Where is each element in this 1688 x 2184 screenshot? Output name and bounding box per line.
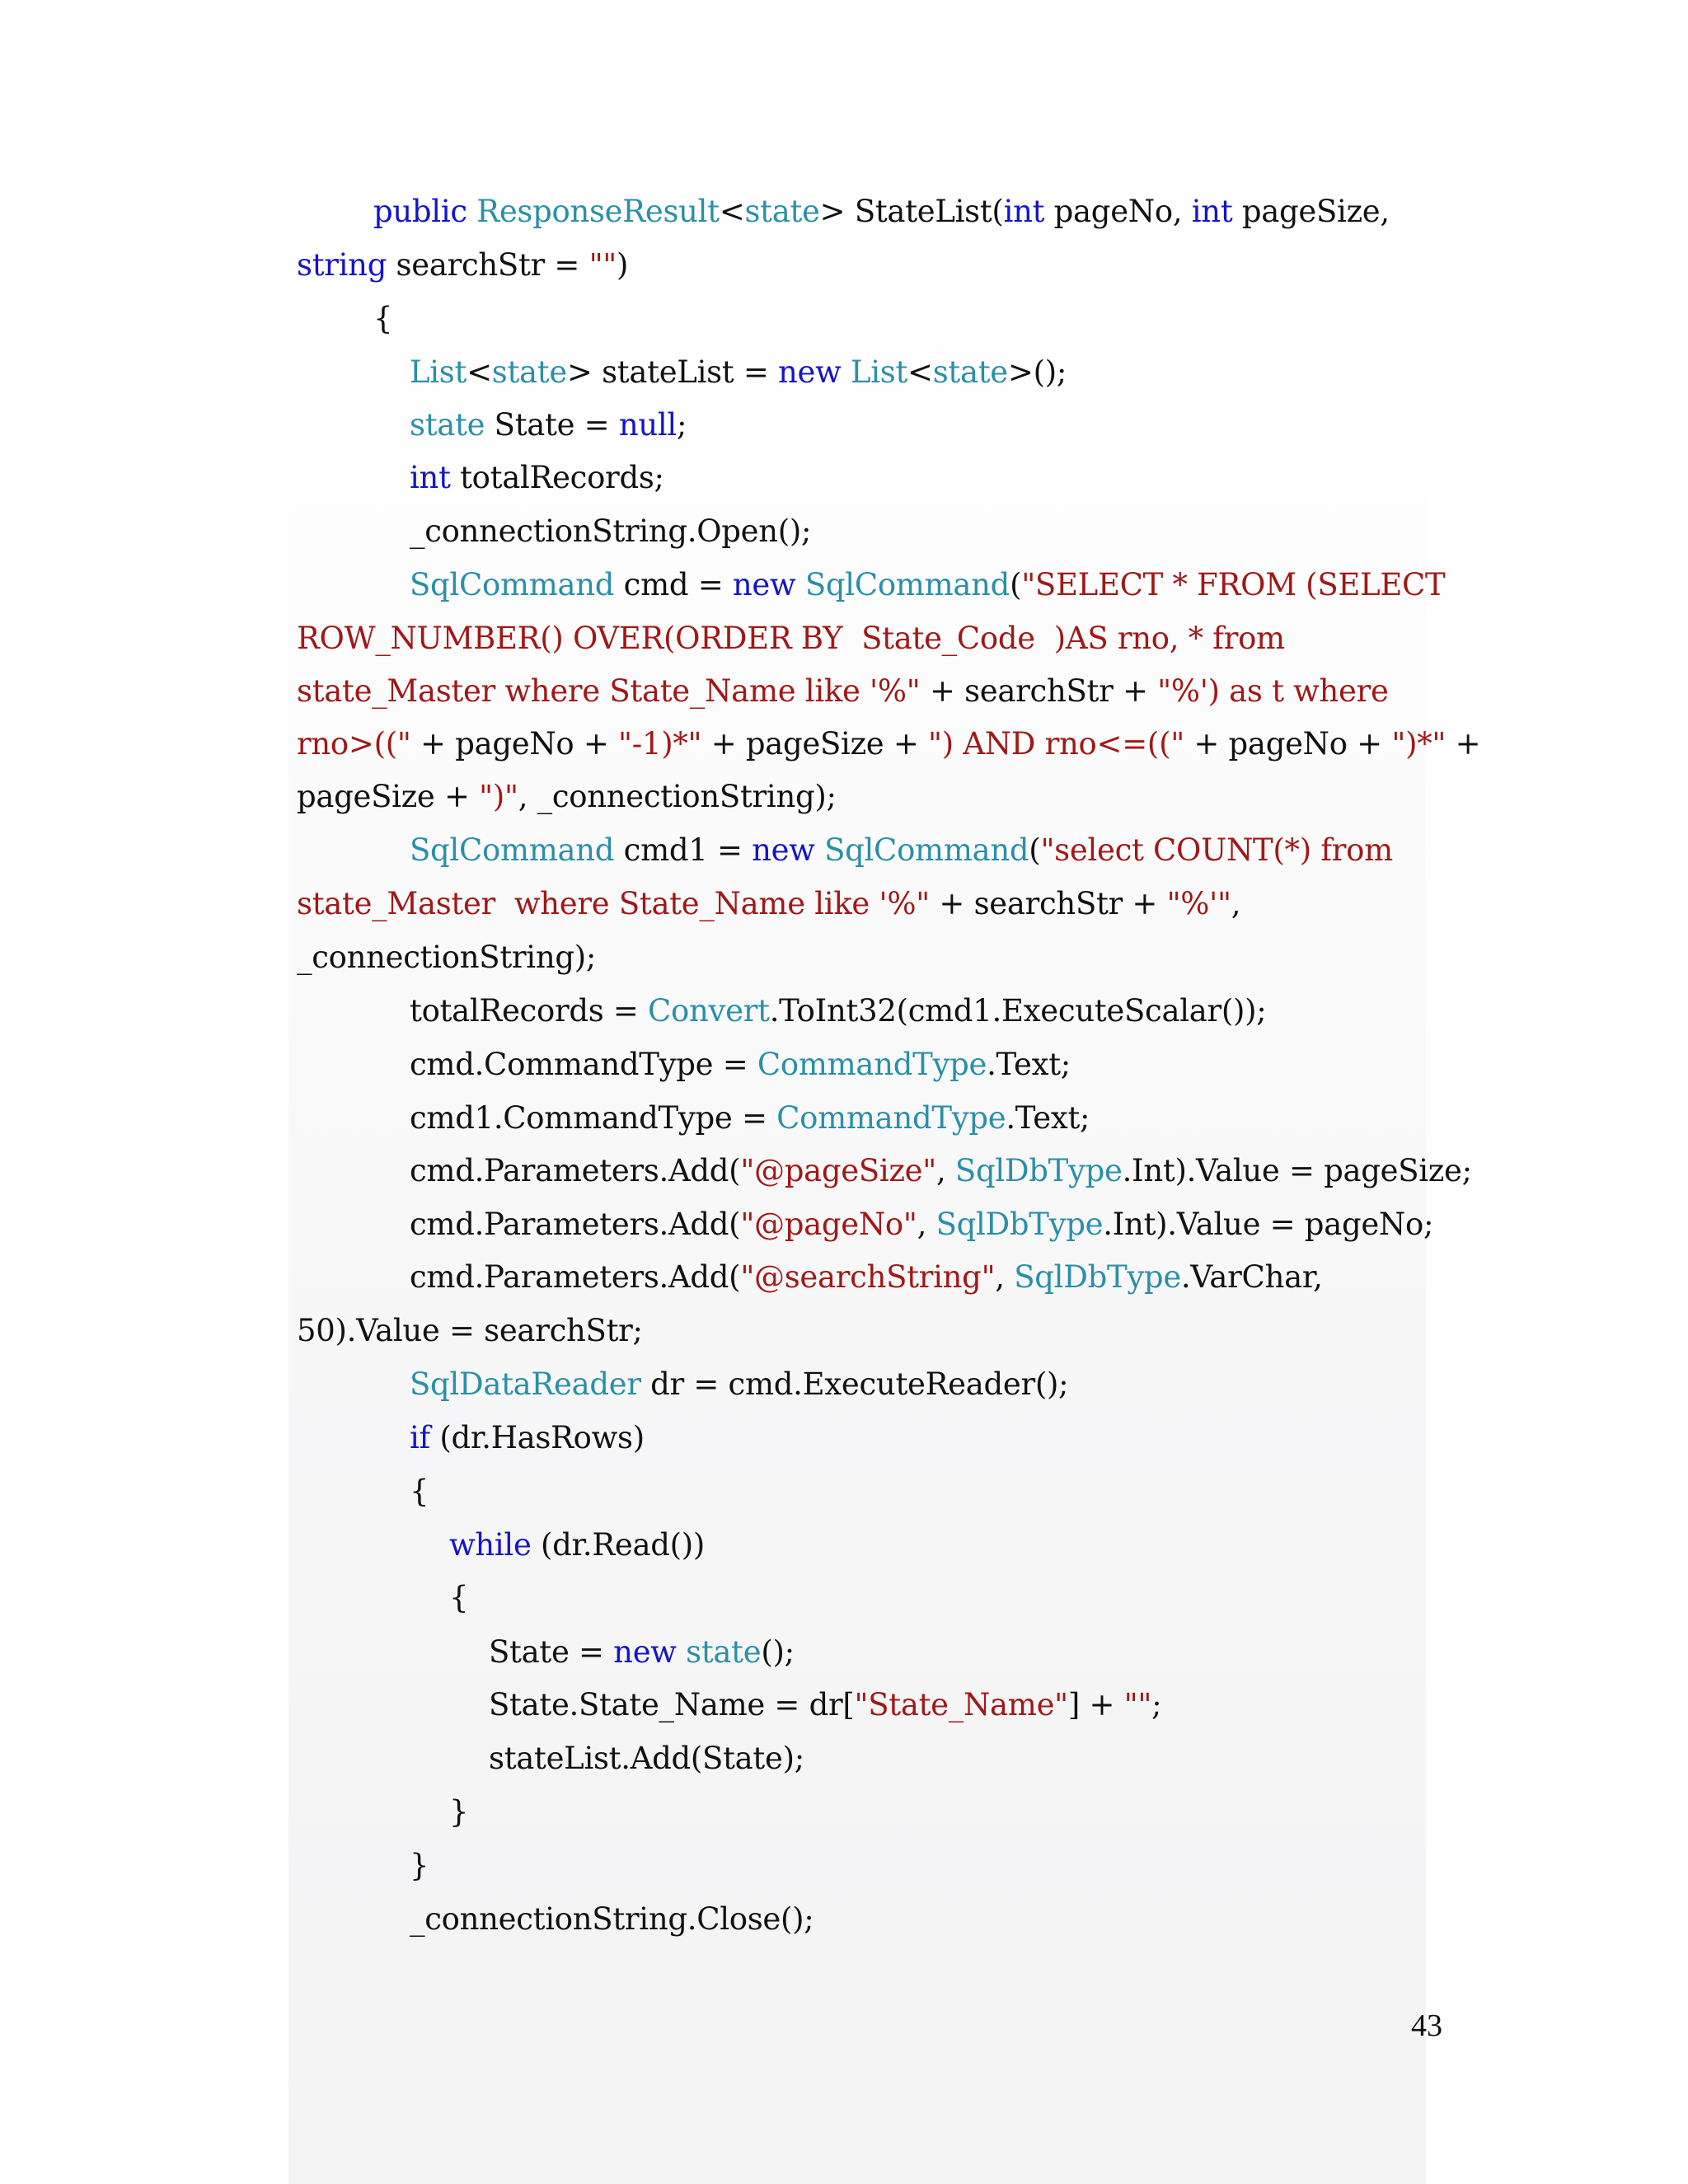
code-token: SqlCommand xyxy=(804,567,1010,602)
code-token: pageNo, xyxy=(1044,194,1192,229)
code-line xyxy=(410,1846,429,1886)
code-token: ) xyxy=(617,247,629,283)
code-token: < xyxy=(467,354,492,390)
code-token: , xyxy=(995,1259,1015,1295)
code-token: > StateList( xyxy=(819,194,1004,229)
code-token xyxy=(467,194,476,229)
code-token: , xyxy=(935,1153,955,1188)
code-token: ( xyxy=(1029,832,1041,868)
code-token: .Text; xyxy=(987,1047,1071,1082)
code-token: state_Master where State_Name like '%" xyxy=(297,886,930,921)
code-token: CommandType xyxy=(757,1047,987,1082)
code-token: "@pageSize" xyxy=(740,1153,936,1188)
code-line xyxy=(410,512,811,551)
code-token: if xyxy=(410,1420,430,1455)
code-token: int xyxy=(410,460,451,495)
code-token: "" xyxy=(1123,1687,1152,1722)
code-token: State = xyxy=(485,407,619,443)
code-line xyxy=(297,938,596,977)
code-line xyxy=(297,1311,643,1351)
code-token: totalRecords; xyxy=(450,460,664,495)
code-token: state xyxy=(744,194,820,229)
code-token: ] + xyxy=(1067,1687,1124,1722)
code-token: "State_Name" xyxy=(854,1687,1068,1722)
code-token: new xyxy=(613,1634,677,1670)
code-token: state xyxy=(410,407,485,443)
code-token: dr = cmd.ExecuteReader(); xyxy=(640,1366,1069,1402)
code-line xyxy=(297,724,1480,764)
code-token: searchStr = xyxy=(387,247,589,283)
code-token: SqlDataReader xyxy=(410,1366,641,1402)
code-token: } xyxy=(410,1848,429,1883)
code-token: state xyxy=(932,354,1008,390)
code-token: + searchStr + xyxy=(929,886,1167,921)
code-token: "@pageNo" xyxy=(740,1207,917,1242)
code-token: cmd.Parameters.Add( xyxy=(410,1259,741,1295)
code-line xyxy=(489,1685,1161,1725)
code-token: cmd.Parameters.Add( xyxy=(410,1207,741,1242)
code-token xyxy=(815,832,824,868)
code-token: } xyxy=(449,1794,469,1830)
code-token: cmd = xyxy=(614,567,733,602)
code-token: (); xyxy=(761,1634,795,1670)
code-token: SqlDbType xyxy=(1014,1259,1181,1295)
code-token: "" xyxy=(588,247,617,283)
code-token: ; xyxy=(676,407,687,443)
code-token: + pageSize + xyxy=(701,726,928,762)
code-token: "%'" xyxy=(1166,886,1231,921)
code-token: < xyxy=(719,194,745,229)
code-line xyxy=(410,831,1393,870)
code-token: _connectionString.Open(); xyxy=(410,513,812,549)
code-line xyxy=(449,1793,468,1832)
code-token: string xyxy=(297,247,387,283)
code-token: _connectionString); xyxy=(297,940,597,975)
code-token: SqlCommand xyxy=(410,832,615,868)
code-token: new xyxy=(732,567,796,602)
code-token: .ToInt32(cmd1.ExecuteScalar()); xyxy=(769,993,1267,1029)
code-token: SqlDbType xyxy=(935,1207,1104,1242)
code-token: .VarChar, xyxy=(1180,1259,1323,1295)
code-token: ( xyxy=(1010,567,1022,602)
code-token: , xyxy=(917,1207,936,1242)
code-token: SqlCommand xyxy=(410,567,615,602)
code-token: "select COUNT(*) from xyxy=(1040,832,1393,868)
code-line xyxy=(297,619,1285,658)
code-token: state xyxy=(491,354,567,390)
code-token: rno>((" xyxy=(297,726,411,762)
code-token: { xyxy=(410,1474,429,1509)
code-token: state xyxy=(686,1634,762,1670)
code-line xyxy=(410,1900,814,1939)
code-token: "%') as t where xyxy=(1157,673,1389,709)
code-token: { xyxy=(449,1580,469,1615)
code-line xyxy=(410,565,1445,605)
code-token: ; xyxy=(1151,1687,1162,1722)
code-token: cmd1.CommandType = xyxy=(410,1100,777,1136)
code-line xyxy=(489,1633,795,1672)
code-token: (dr.Read()) xyxy=(531,1527,706,1563)
page-number: 43 xyxy=(1411,2008,1442,2043)
code-line xyxy=(410,1365,1068,1404)
code-line xyxy=(410,1258,1323,1297)
code-token: int xyxy=(1191,194,1233,229)
code-token: .Text; xyxy=(1006,1100,1090,1136)
code-line xyxy=(410,1099,1090,1138)
code-line xyxy=(297,246,628,285)
code-token: pageSize + xyxy=(297,779,480,814)
code-token: SqlDbType xyxy=(954,1153,1123,1188)
code-token: >(); xyxy=(1007,354,1067,390)
code-token: CommandType xyxy=(776,1100,1006,1136)
code-line xyxy=(410,458,664,498)
code-token xyxy=(795,567,804,602)
code-line xyxy=(410,1418,645,1458)
code-token: "@searchString" xyxy=(740,1259,996,1295)
code-token: new xyxy=(752,832,815,868)
code-line xyxy=(449,1578,468,1618)
code-token: State.State_Name = dr[ xyxy=(489,1687,855,1722)
code-line xyxy=(373,299,392,339)
code-line xyxy=(410,353,1067,392)
code-line xyxy=(297,672,1389,711)
code-token: ")*" xyxy=(1391,726,1447,762)
code-line xyxy=(410,1045,1071,1085)
code-token: + pageNo + xyxy=(410,726,619,762)
code-token: cmd.Parameters.Add( xyxy=(410,1153,741,1188)
code-token: + xyxy=(1446,726,1481,762)
code-token: < xyxy=(907,354,933,390)
code-line xyxy=(410,405,687,445)
code-token: new xyxy=(777,354,842,390)
code-token: cmd1 = xyxy=(614,832,753,868)
code-token xyxy=(841,354,850,390)
code-line xyxy=(410,1205,1433,1244)
code-token: List xyxy=(410,354,467,390)
code-line xyxy=(410,1151,1472,1191)
code-token: ROW_NUMBER() OVER(ORDER BY State_Code )AS rno, * from xyxy=(297,621,1285,656)
code-token: "-1)*" xyxy=(618,726,702,762)
code-token: int xyxy=(1003,194,1045,229)
code-token: , xyxy=(1231,886,1241,921)
code-token: .Int).Value = pageSize; xyxy=(1122,1153,1472,1188)
code-token: , _connectionString); xyxy=(518,779,837,814)
code-token: .Int).Value = pageNo; xyxy=(1103,1207,1434,1242)
code-token: "SELECT * FROM (SELECT xyxy=(1021,567,1446,602)
code-line xyxy=(297,884,1240,924)
code-token: State = xyxy=(489,1634,614,1670)
code-token: public xyxy=(373,194,467,229)
code-token: stateList.Add(State); xyxy=(489,1741,804,1776)
code-token: while xyxy=(449,1527,532,1563)
code-token: SqlCommand xyxy=(824,832,1029,868)
code-line xyxy=(373,192,1390,232)
code-token: ") AND rno<=((" xyxy=(928,726,1184,762)
code-token: (dr.HasRows) xyxy=(429,1420,645,1455)
code-token: null xyxy=(618,407,677,443)
code-token: { xyxy=(373,301,393,336)
code-line xyxy=(297,777,837,817)
code-token: + pageNo + xyxy=(1184,726,1392,762)
code-line xyxy=(410,991,1266,1031)
code-token: > stateList = xyxy=(566,354,778,390)
code-token: state_Master where State_Name like '%" xyxy=(297,673,921,709)
code-token: cmd.CommandType = xyxy=(410,1047,757,1082)
code-token: ")" xyxy=(479,779,518,814)
code-token: ResponseResult xyxy=(476,194,720,229)
code-token: Convert xyxy=(648,993,770,1029)
code-token xyxy=(677,1634,686,1670)
code-line xyxy=(410,1472,429,1511)
code-token: pageSize, xyxy=(1232,194,1390,229)
code-token: 50).Value = searchStr; xyxy=(297,1313,643,1348)
code-token: List xyxy=(850,354,908,390)
code-token: totalRecords = xyxy=(410,993,649,1029)
code-token: _connectionString.Close(); xyxy=(410,1901,814,1937)
code-line xyxy=(489,1739,804,1779)
code-token: + searchStr + xyxy=(920,673,1158,709)
code-line xyxy=(449,1526,705,1565)
